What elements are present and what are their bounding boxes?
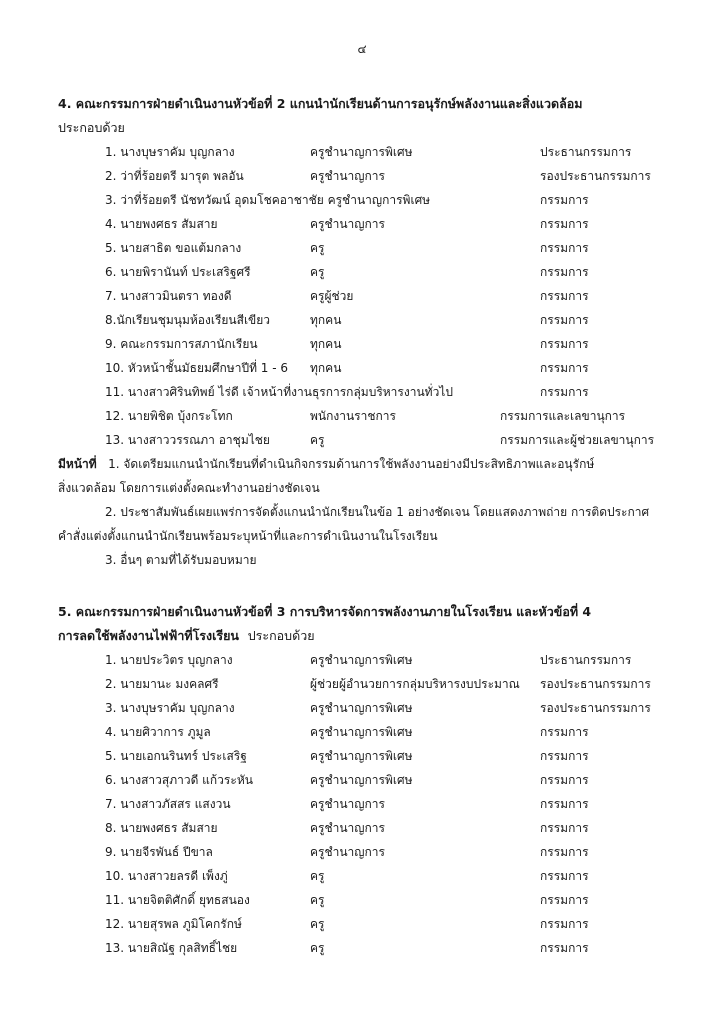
section-4-intro: ประกอบด้วย (58, 120, 125, 135)
member-name: 10. นางสาวยลรดี เพ็งภู่ (105, 869, 228, 883)
section-5 (58, 600, 678, 960)
member-role: กรรมการ (540, 941, 589, 955)
member-position: พนักงานราชการ (310, 409, 396, 423)
member-row (58, 720, 678, 744)
member-position: ครูชำนาญการพิเศษ (310, 145, 413, 159)
member-role: กรรมการ (540, 749, 589, 763)
member-position: ครู (310, 893, 325, 907)
member-name: 12. นายสุรพล ภูมิโคกรักษ์ (105, 917, 242, 931)
member-name: 1. นายประวิตร บุญกลาง (105, 653, 233, 667)
member-row (58, 888, 678, 912)
member-position: ครูชำนาญการพิเศษ (310, 701, 413, 715)
member-name: 4. นายศิวาการ ภูมูล (105, 725, 211, 739)
section-5-heading-line-1: 5. คณะกรรมการฝ่ายดำเนินงานหัวข้อที่ 3 การบริหารจัดการพลังงานภายในโรงเรียน และหัวข้อที่ 4 (58, 604, 592, 619)
member-name: 8.นักเรียนชุมนุมห้องเรียนสีเขียว (105, 313, 271, 327)
member-role: กรรมการและผู้ช่วยเลขานุการ (500, 433, 655, 447)
member-name: 13. นางสาววรรณภา อาชุมไชย (105, 433, 270, 447)
member-name: 7. นางสาวภัสสร แสงวน (105, 797, 231, 811)
member-row (58, 308, 678, 332)
member-row (58, 236, 678, 260)
member-name: 2. นายมานะ มงคลศรี (105, 677, 219, 691)
member-role: กรรมการ (540, 217, 589, 231)
member-row (58, 912, 678, 936)
member-role: กรรมการ (540, 337, 589, 351)
member-row (58, 356, 678, 380)
member-position: ทุกคน (310, 361, 342, 375)
section-5-intro: ประกอบด้วย (247, 628, 315, 643)
member-name: 6. นายพิรานันท์ ประเสริฐศรี (105, 265, 251, 279)
member-role: กรรมการ (540, 845, 589, 859)
member-position: ครูชำนาญการพิเศษ (310, 653, 413, 667)
member-position: ครูชำนาญการพิเศษ (310, 773, 413, 787)
duties-label: มีหน้าที่ (58, 457, 97, 471)
member-role: กรรมการ (540, 821, 589, 835)
duty-line-4: คำสั่งแต่งตั้งแกนนำนักเรียนพร้อมระบุหน้าที่และการดำเนินงานในโรงเรียน (58, 529, 438, 543)
page-number: ๔ (357, 42, 367, 56)
member-position: ครู (310, 941, 325, 955)
section-4-duties (58, 452, 678, 572)
member-name: 3. ว่าที่ร้อยตรี นัชทวัฒน์ อุดมโชคอาชาชัย ครูชำนาญการพิเศษ (105, 193, 431, 207)
member-position: ทุกคน (310, 337, 342, 351)
member-name: 7. นางสาวมินตรา ทองดี (105, 289, 232, 303)
duty-line-5: 3. อื่นๆ ตามที่ได้รับมอบหมาย (105, 553, 257, 567)
member-row (58, 332, 678, 356)
member-position: ครู (310, 917, 325, 931)
member-position: ครู (310, 265, 325, 279)
member-position: ครูชำนาญการ (310, 217, 385, 231)
section-5-heading-line-2-bold: การลดใช้พลังงานไฟฟ้าที่โรงเรียน (58, 628, 239, 643)
member-row (58, 284, 678, 308)
member-row (58, 648, 678, 672)
member-row (58, 816, 678, 840)
member-name: 8. นายพงศธร สัมสาย (105, 821, 218, 835)
member-row (58, 936, 678, 960)
member-row (58, 164, 678, 188)
member-row (58, 792, 678, 816)
member-row (58, 404, 678, 428)
member-position: ครูชำนาญการ (310, 821, 385, 835)
member-position: ครู (310, 869, 325, 883)
member-name: 9. คณะกรรมการสภานักเรียน (105, 337, 258, 351)
member-role: กรรมการและเลขานุการ (500, 409, 626, 423)
member-row (58, 768, 678, 792)
member-position: ครู (310, 433, 325, 447)
member-role: กรรมการ (540, 917, 589, 931)
member-role: กรรมการ (540, 893, 589, 907)
duty-line-2: สิ่งแวดล้อม โดยการแต่งตั้งคณะทำงานอย่างชัดเจน (58, 481, 320, 495)
member-role: กรรมการ (540, 361, 589, 375)
member-name: 12. นายพิชิต บุ้งกระโทก (105, 409, 233, 423)
duty-line-1 (58, 452, 678, 476)
duty-text-1: 1. จัดเตรียมแกนนำนักเรียนที่ดำเนินกิจกรรมด้านการใช้พลังงานอย่างมีประสิทธิภาพและอนุรักษ์ (108, 457, 595, 471)
member-row (58, 140, 678, 164)
member-role: ประธานกรรมการ (540, 653, 632, 667)
member-role: กรรมการ (540, 289, 589, 303)
member-row (58, 840, 678, 864)
duty-line-3: 2. ประชาสัมพันธ์เผยแพร่การจัดตั้งแกนนำนักเรียนในข้อ 1 อย่างชัดเจน โดยแสดงภาพถ่าย การติดประกาศ (105, 505, 650, 519)
member-name: 4. นายพงศธร สัมสาย (105, 217, 218, 231)
member-role: รองประธานกรรมการ (540, 169, 651, 183)
section-4-heading: 4. คณะกรรมการฝ่ายดำเนินงานหัวข้อที่ 2 แกนนำนักเรียนด้านการอนุรักษ์พลังงานและสิ่งแวดล้อม (58, 96, 583, 111)
section-5-heading-line-2 (58, 624, 678, 648)
section-5-member-list (58, 648, 678, 960)
member-role: กรรมการ (540, 385, 589, 399)
member-name: 9. นายจีรพันธ์ ปีขาล (105, 845, 213, 859)
member-role: รองประธานกรรมการ (540, 701, 651, 715)
member-name: 5. นายเอกนรินทร์ ประเสริฐ (105, 749, 247, 763)
member-row (58, 672, 678, 696)
member-position: ครูชำนาญการพิเศษ (310, 725, 413, 739)
member-role: กรรมการ (540, 241, 589, 255)
member-role: กรรมการ (540, 725, 589, 739)
member-role: กรรมการ (540, 869, 589, 883)
member-position: ครูชำนาญการ (310, 169, 385, 183)
member-position: ครูชำนาญการ (310, 797, 385, 811)
member-position: ครูผู้ช่วย (310, 289, 354, 303)
section-4-member-list (58, 140, 678, 452)
member-position: ครูชำนาญการ (310, 845, 385, 859)
member-name: 5. นายสาธิต ขอแต้มกลาง (105, 241, 242, 255)
member-role: กรรมการ (540, 797, 589, 811)
member-row (58, 696, 678, 720)
member-name: 3. นางบุษราคัม บุญกลาง (105, 701, 235, 715)
member-row (58, 380, 678, 404)
member-position: ผู้ช่วยผู้อำนวยการกลุ่มบริหารงบประมาณ (310, 677, 520, 691)
member-row (58, 864, 678, 888)
member-role: กรรมการ (540, 313, 589, 327)
member-role: รองประธานกรรมการ (540, 677, 651, 691)
member-name: 13. นายสิณัฐ กุลสิทธิ์ไชย (105, 941, 238, 955)
member-row (58, 260, 678, 284)
member-name: 2. ว่าที่ร้อยตรี มารุต พลอัน (105, 169, 244, 183)
member-row (58, 744, 678, 768)
member-role: กรรมการ (540, 265, 589, 279)
member-role: ประธานกรรมการ (540, 145, 632, 159)
member-position: ครูชำนาญการพิเศษ (310, 749, 413, 763)
member-row (58, 188, 678, 212)
member-row (58, 212, 678, 236)
member-position: ครู (310, 241, 325, 255)
member-row (58, 428, 678, 452)
member-name: 11. นางสาวศิรินทิพย์ ไร่ดี เจ้าหน้าที่งานธุรการกลุ่มบริหารงานทั่วไป (105, 385, 453, 399)
member-name: 1. นางบุษราคัม บุญกลาง (105, 145, 235, 159)
member-name: 10. หัวหน้าชั้นมัธยมศึกษาปีที่ 1 - 6 (105, 361, 289, 375)
member-role: กรรมการ (540, 193, 589, 207)
member-role: กรรมการ (540, 773, 589, 787)
section-4 (58, 92, 678, 572)
member-name: 11. นายจิตติศักดิ์ ยุทธสนอง (105, 893, 250, 907)
member-name: 6. นางสาวสุภาวดี แก้วระหัน (105, 773, 253, 787)
member-position: ทุกคน (310, 313, 342, 327)
